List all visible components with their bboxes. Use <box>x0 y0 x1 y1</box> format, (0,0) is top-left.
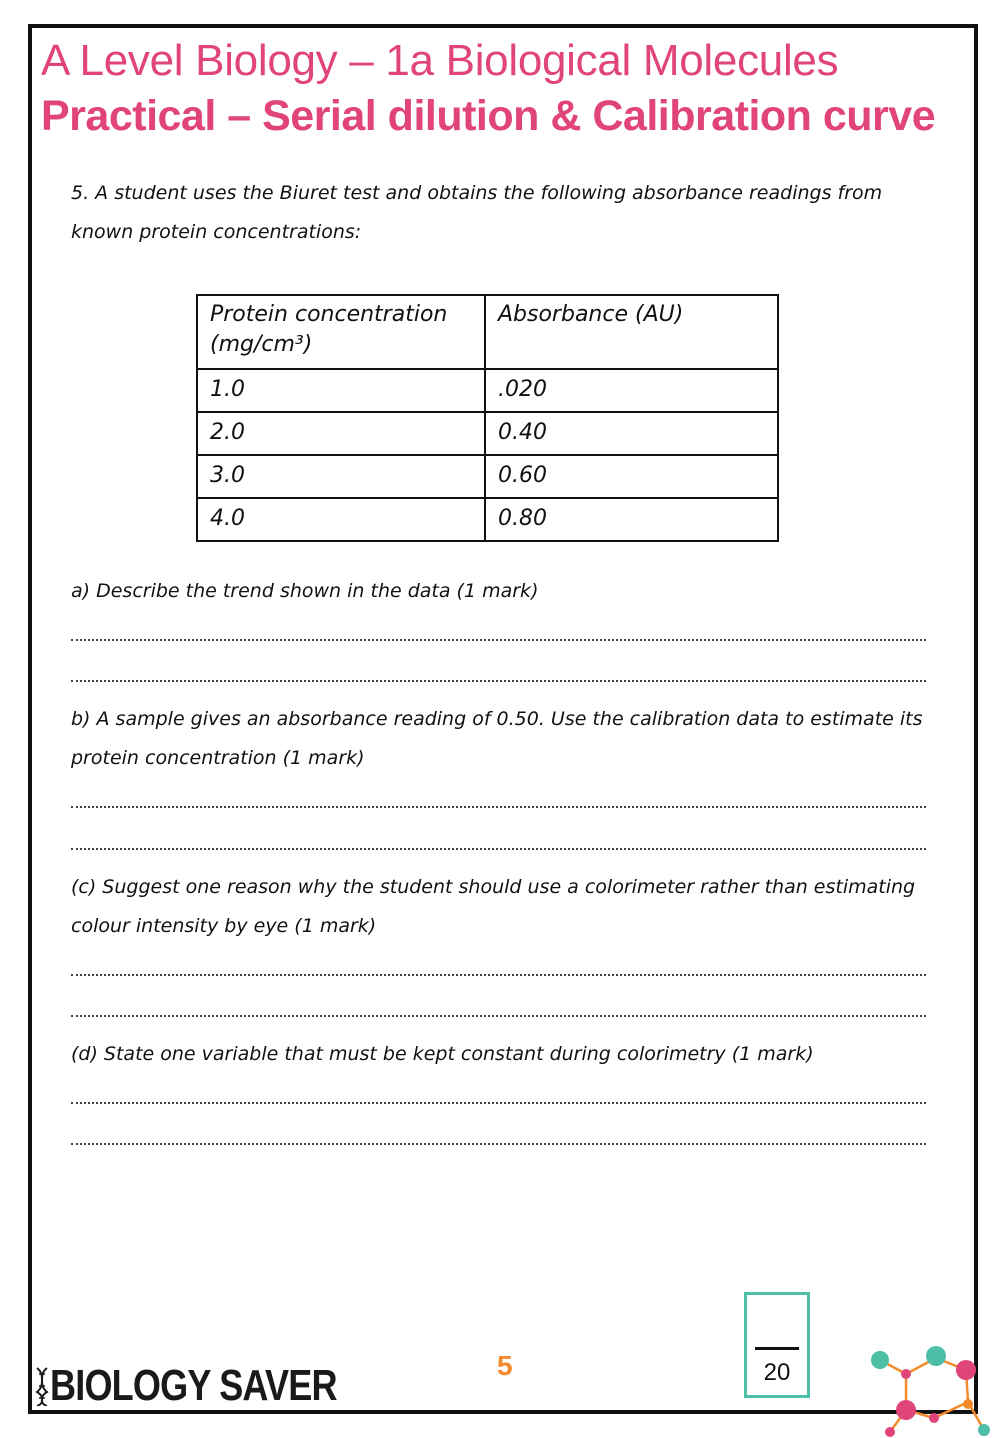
page-title: A Level Biology – 1a Biological Molecules <box>41 36 839 85</box>
answer-line-c2[interactable] <box>71 1015 926 1017</box>
table-row <box>197 412 778 455</box>
page-subtitle: Practical – Serial dilution & Calibration curve <box>41 92 936 140</box>
logo-text: BIOLOGY SAVER <box>50 1361 337 1410</box>
answer-line-b1[interactable] <box>71 806 926 808</box>
table-row <box>197 369 778 412</box>
table-cell: 2.0 <box>197 412 485 455</box>
question-5-intro: 5. A student uses the Biuret test and obtains the following absorbance readings from known protein concentrations: <box>71 182 883 243</box>
table-cell: 3.0 <box>197 455 485 498</box>
table-header-row <box>197 295 778 369</box>
table-header-absorbance: Absorbance (AU) <box>485 295 778 369</box>
data-table <box>196 294 779 542</box>
answer-line-d1[interactable] <box>71 1102 926 1104</box>
biology-saver-logo <box>34 1360 400 1412</box>
question-part-d: (d) State one variable that must be kept constant during colorimetry (1 mark) <box>71 1043 814 1065</box>
table-row <box>197 498 778 541</box>
table-cell: 0.40 <box>485 412 778 455</box>
question-part-a: a) Describe the trend shown in the data (1 mark) <box>71 580 539 602</box>
question-part-b: b) A sample gives an absorbance reading of 0.50. Use the calibration data to estimate its protein concentration (1 mark) <box>71 708 923 769</box>
table-cell: 4.0 <box>197 498 485 541</box>
answer-line-a1[interactable] <box>71 639 926 641</box>
molecule-icon <box>862 1340 992 1438</box>
dna-icon <box>34 1366 50 1406</box>
table-header-concentration: Protein concentration (mg/cm³) <box>197 295 485 369</box>
answer-line-d2[interactable] <box>71 1143 926 1145</box>
table-cell: .020 <box>485 369 778 412</box>
table-cell: 1.0 <box>197 369 485 412</box>
page-number: 5 <box>497 1350 513 1381</box>
answer-line-c1[interactable] <box>71 974 926 976</box>
answer-line-b2[interactable] <box>71 848 926 850</box>
question-part-c: (c) Suggest one reason why the student should use a colorimeter rather than estimating colour intensity by eye (1 mark) <box>71 876 916 937</box>
answer-line-a2[interactable] <box>71 680 926 682</box>
mark-box <box>744 1292 810 1398</box>
table-row <box>197 455 778 498</box>
table-cell: 0.60 <box>485 455 778 498</box>
table-cell: 0.80 <box>485 498 778 541</box>
mark-total: 20 <box>763 1359 791 1386</box>
mark-line <box>755 1347 799 1350</box>
